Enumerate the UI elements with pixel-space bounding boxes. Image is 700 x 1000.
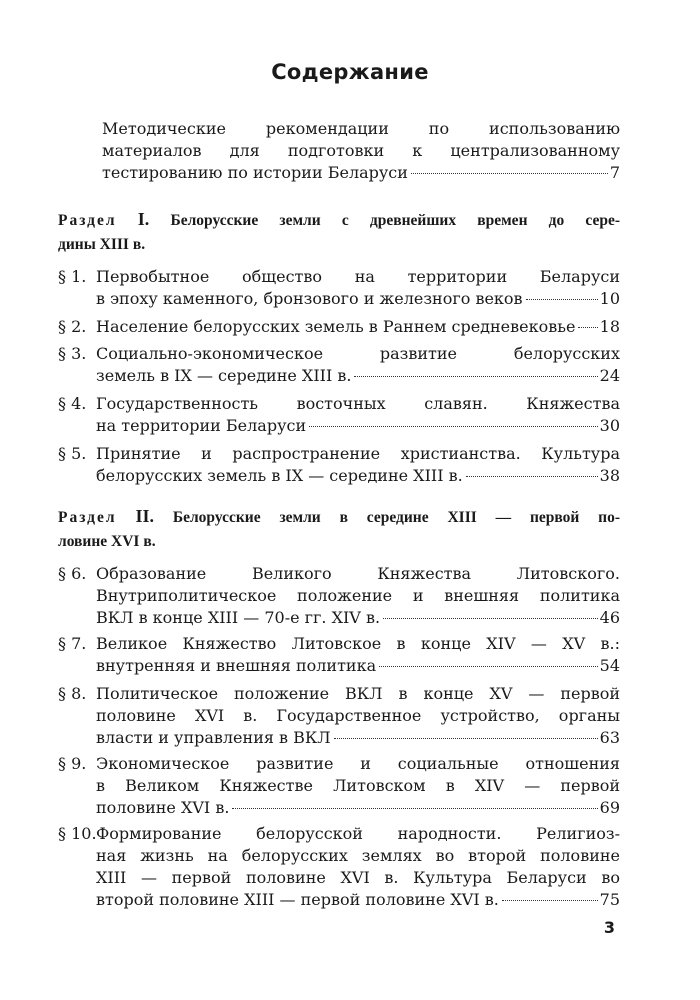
section-title: Белорусские земли с древнейших времен до сере-: [170, 212, 621, 229]
toc-entry-line: Образование Великого Княжества Литовского.: [96, 564, 620, 583]
section-title-cont: ловине XVI в.: [58, 533, 156, 550]
paragraph-number: § 4.: [58, 394, 87, 413]
toc-entry-line: Политическое положение ВКЛ в конце XV — первой: [96, 684, 620, 703]
dot-leader: [383, 618, 598, 619]
page-number: 3: [603, 918, 615, 937]
toc-entry-line: ВКЛ в конце XIII — 70-е гг. XIV в.: [96, 608, 381, 627]
toc-entry-line: Государственность восточных славян. Княжества: [96, 394, 620, 413]
toc-page-ref: 7: [609, 163, 620, 182]
section-title: Белорусские земли в середине XIII — первой по-: [172, 509, 621, 526]
dot-leader: [354, 376, 597, 377]
paragraph-number: § 10.: [58, 824, 97, 843]
toc-entry-intro[interactable]: [58, 118, 620, 184]
toc-entry-6[interactable]: [58, 563, 620, 629]
dot-leader: [502, 900, 598, 901]
dot-leader: [578, 327, 597, 328]
toc-entry-line: на территории Беларуси: [96, 416, 307, 435]
toc-page-ref: 75: [599, 890, 620, 909]
toc-entry-line: половине XVI в.: [96, 798, 230, 817]
dot-leader: [334, 738, 598, 739]
toc-entry-line: Формирование белорусской народности. Религиоз-: [96, 824, 620, 843]
toc-entry-line: в Великом Княжестве Литовском в XIV — первой: [96, 776, 620, 795]
toc-entry-line: Первобытное общество на территории Беларуси: [96, 267, 620, 286]
dot-leader: [526, 299, 598, 300]
paragraph-number: § 2.: [58, 317, 87, 336]
toc-entry-line: Население белорусских земель в Раннем средневековье: [96, 317, 576, 336]
section-heading-2[interactable]: [58, 504, 620, 554]
dot-leader: [411, 173, 608, 174]
toc-entry-7[interactable]: [58, 633, 620, 677]
dot-leader: [309, 426, 598, 427]
paragraph-number: § 3.: [58, 344, 87, 363]
toc-page-ref: 30: [599, 416, 620, 435]
dot-leader: [466, 476, 598, 477]
toc-entry-8[interactable]: [58, 683, 620, 749]
toc-entry-line: Принятие и распространение христианства. Культура: [96, 444, 620, 463]
toc-entry-line: материалов для подготовки к централизованному: [102, 141, 620, 160]
toc-entry-5[interactable]: [58, 443, 620, 487]
toc-entry-line: половине XVI в. Государственное устройство, органы: [96, 706, 620, 725]
page-title: Содержание: [271, 60, 429, 84]
paragraph-number: § 9.: [58, 754, 87, 773]
paragraph-number: § 1.: [58, 267, 87, 286]
toc-entry-9[interactable]: [58, 753, 620, 819]
dot-leader: [232, 808, 597, 809]
toc-entry-10[interactable]: [58, 823, 620, 911]
toc-entry-line: Великое Княжество Литовское в конце XIV — XV в.:: [96, 634, 620, 653]
toc-entry-text: [102, 118, 620, 184]
toc-entry-line: Социально-экономическое развитие белорусских: [96, 344, 620, 363]
section-label: Раздел: [58, 212, 117, 229]
toc-entry-line: Методические рекомендации по использованию: [102, 119, 620, 138]
toc-entry-line: в эпоху каменного, бронзового и железного веков: [96, 289, 523, 308]
dot-leader: [379, 666, 598, 667]
toc-entry-line: земель в IX — середине XIII в.: [96, 366, 352, 385]
toc-entry-line: белорусских земель в IX — середине XIII в.: [96, 466, 463, 485]
toc-entry-line: внутренняя и внешняя политика: [96, 656, 377, 675]
toc-page-ref: 46: [599, 608, 620, 627]
toc-entry-line: ная жизнь на белорусских землях во второй половине: [96, 846, 620, 865]
toc-page-ref: 63: [599, 728, 620, 747]
toc-entry-line: Экономическое развитие и социальные отношения: [96, 754, 620, 773]
toc-entry-line: тестированию по истории Беларуси: [102, 163, 408, 182]
toc-entry-line: второй половине XIII — первой половине XVI в.: [96, 890, 499, 909]
toc-entry-2[interactable]: [58, 316, 620, 338]
section-label: Раздел: [58, 509, 117, 526]
toc-entry-line: власти и управления в ВКЛ: [96, 728, 331, 747]
paragraph-number: § 6.: [58, 564, 87, 583]
toc-entry-1[interactable]: [58, 266, 620, 310]
paragraph-number: § 7.: [58, 634, 87, 653]
toc-page-ref: 54: [599, 656, 620, 675]
section-numeral: I.: [137, 209, 150, 229]
toc-entry-3[interactable]: [58, 343, 620, 387]
toc-page-ref: 24: [599, 366, 620, 385]
paragraph-number: § 8.: [58, 684, 87, 703]
toc-page-ref: 38: [599, 466, 620, 485]
toc-page-ref: 69: [599, 798, 620, 817]
toc-entry-4[interactable]: [58, 393, 620, 437]
toc-page-ref: 10: [599, 289, 620, 308]
toc-entry-line: XIII — первой половине XVI в. Культура Беларуси во: [96, 868, 620, 887]
toc-entry-line: Внутриполитическое положение и внешняя политика: [96, 586, 620, 605]
section-title-cont: дины XIII в.: [58, 236, 146, 253]
section-numeral: II.: [135, 506, 154, 526]
toc-page-ref: 18: [599, 317, 620, 336]
section-heading-1[interactable]: [58, 207, 620, 257]
paragraph-number: § 5.: [58, 444, 87, 463]
